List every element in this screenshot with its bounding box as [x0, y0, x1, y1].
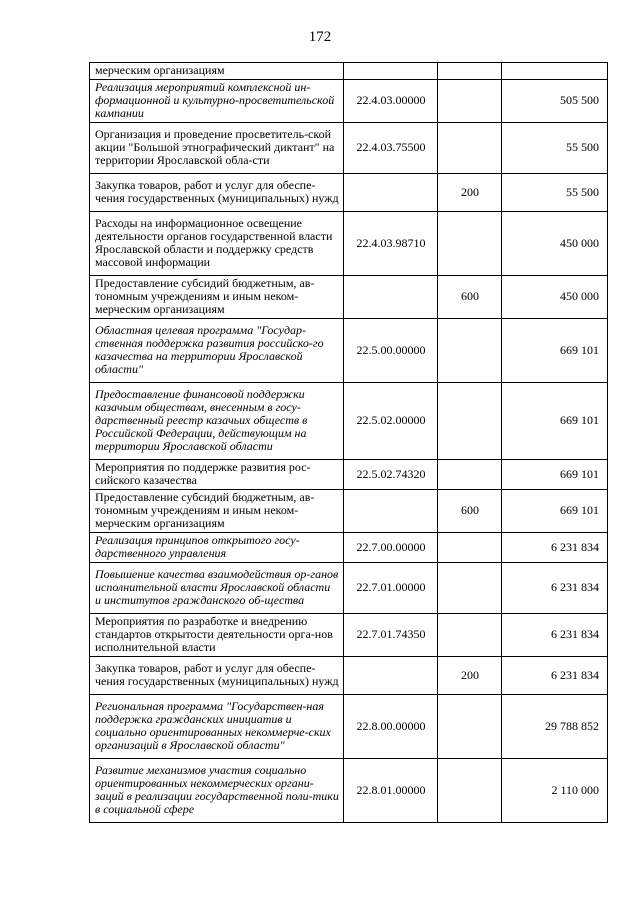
row-name-cell: Реализация принципов открытого госу-дарственного управления	[90, 533, 344, 563]
row-code-cell: 22.5.02.00000	[344, 383, 438, 460]
row-amount-cell: 669 101	[502, 490, 608, 533]
row-code-cell	[344, 657, 438, 695]
row-name-cell: Расходы на информационное освещение деятельности органов государственной власти Ярославской области и поддержку средств массовой информации	[90, 212, 344, 276]
row-expense-type-cell	[438, 563, 502, 614]
row-expense-type-cell	[438, 80, 502, 123]
row-amount-cell: 669 101	[502, 383, 608, 460]
table-row	[90, 533, 608, 563]
row-name-cell: Закупка товаров, работ и услуг для обеспе-чения государственных (муниципальных) нужд	[90, 657, 344, 695]
row-code-cell: 22.8.00.00000	[344, 695, 438, 759]
row-amount-cell: 29 788 852	[502, 695, 608, 759]
row-name-cell: Мероприятия по разработке и внедрению стандартов открытости деятельности орга-нов исполнительной власти	[90, 614, 344, 657]
row-name-cell: Повышение качества взаимодействия ор-ганов исполнительной власти Ярославской области и институтов гражданского об-щества	[90, 563, 344, 614]
row-amount-cell: 505 500	[502, 80, 608, 123]
row-code-cell: 22.5.02.74320	[344, 460, 438, 490]
row-name-cell: Организация и проведение просветитель-ской акции "Большой этнографический диктант" на территории Ярославской обла-сти	[90, 123, 344, 174]
row-amount-cell: 55 500	[502, 174, 608, 212]
budget-table	[89, 62, 608, 823]
row-name-cell: мерческим организациям	[90, 63, 344, 80]
budget-table-body	[90, 63, 608, 823]
row-code-cell: 22.4.03.75500	[344, 123, 438, 174]
table-row	[90, 80, 608, 123]
table-row	[90, 63, 608, 80]
row-name-cell: Развитие механизмов участия социально ориентированных некоммерческих органи-заций в реализации государственной поли-тики в социальной сфере	[90, 759, 344, 823]
table-row	[90, 657, 608, 695]
table-row	[90, 563, 608, 614]
row-expense-type-cell	[438, 460, 502, 490]
page-number: 172	[308, 29, 332, 45]
table-row	[90, 383, 608, 460]
table-row	[90, 490, 608, 533]
row-name-cell: Реализация мероприятий комплексной ин-формационной и культурно-просветительской кампании	[90, 80, 344, 123]
table-row	[90, 276, 608, 319]
row-amount-cell: 55 500	[502, 123, 608, 174]
table-row	[90, 614, 608, 657]
row-expense-type-cell: 600	[438, 490, 502, 533]
row-amount-cell: 2 110 000	[502, 759, 608, 823]
row-expense-type-cell	[438, 319, 502, 383]
row-expense-type-cell: 200	[438, 657, 502, 695]
row-code-cell	[344, 63, 438, 80]
row-code-cell: 22.7.01.74350	[344, 614, 438, 657]
row-name-cell: Закупка товаров, работ и услуг для обеспе-чения государственных (муниципальных) нужд	[90, 174, 344, 212]
row-code-cell	[344, 490, 438, 533]
row-expense-type-cell: 600	[438, 276, 502, 319]
row-amount-cell: 6 231 834	[502, 657, 608, 695]
row-name-cell: Предоставление субсидий бюджетным, ав-тономным учреждениям и иным неком-мерческим организациям	[90, 490, 344, 533]
row-code-cell	[344, 174, 438, 212]
row-code-cell: 22.4.03.98710	[344, 212, 438, 276]
row-expense-type-cell	[438, 759, 502, 823]
row-expense-type-cell	[438, 695, 502, 759]
row-code-cell: 22.5.00.00000	[344, 319, 438, 383]
row-name-cell: Областная целевая программа "Государ-ственная поддержка развития российско-го казачества на территории Ярославской области"	[90, 319, 344, 383]
row-amount-cell: 450 000	[502, 276, 608, 319]
row-amount-cell: 669 101	[502, 319, 608, 383]
row-amount-cell: 6 231 834	[502, 614, 608, 657]
row-code-cell: 22.4.03.00000	[344, 80, 438, 123]
row-expense-type-cell	[438, 123, 502, 174]
row-amount-cell: 6 231 834	[502, 533, 608, 563]
row-code-cell: 22.8.01.00000	[344, 759, 438, 823]
row-name-cell: Предоставление субсидий бюджетным, ав-тономным учреждениям и иным неком-мерческим организациям	[90, 276, 344, 319]
row-name-cell: Мероприятия по поддержке развития рос-сийского казачества	[90, 460, 344, 490]
row-code-cell	[344, 276, 438, 319]
row-expense-type-cell	[438, 212, 502, 276]
row-amount-cell	[502, 63, 608, 80]
row-expense-type-cell: 200	[438, 174, 502, 212]
row-amount-cell: 669 101	[502, 460, 608, 490]
row-expense-type-cell	[438, 533, 502, 563]
row-amount-cell: 6 231 834	[502, 563, 608, 614]
table-row	[90, 174, 608, 212]
table-row	[90, 319, 608, 383]
row-name-cell: Региональная программа "Государствен-ная поддержка гражданских инициатив и социально ориентированных некоммерче-ских организаций в Ярославской области"	[90, 695, 344, 759]
row-amount-cell: 450 000	[502, 212, 608, 276]
row-expense-type-cell	[438, 63, 502, 80]
row-expense-type-cell	[438, 614, 502, 657]
row-code-cell: 22.7.00.00000	[344, 533, 438, 563]
row-name-cell: Предоставление финансовой поддержки казачьим обществам, внесенным в госу-дарственный реестр казачьих обществ в Российской Федерации, действующим на территории Ярославской области	[90, 383, 344, 460]
table-row	[90, 759, 608, 823]
row-expense-type-cell	[438, 383, 502, 460]
table-row	[90, 695, 608, 759]
table-row	[90, 460, 608, 490]
row-code-cell: 22.7.01.00000	[344, 563, 438, 614]
table-row	[90, 123, 608, 174]
table-row	[90, 212, 608, 276]
